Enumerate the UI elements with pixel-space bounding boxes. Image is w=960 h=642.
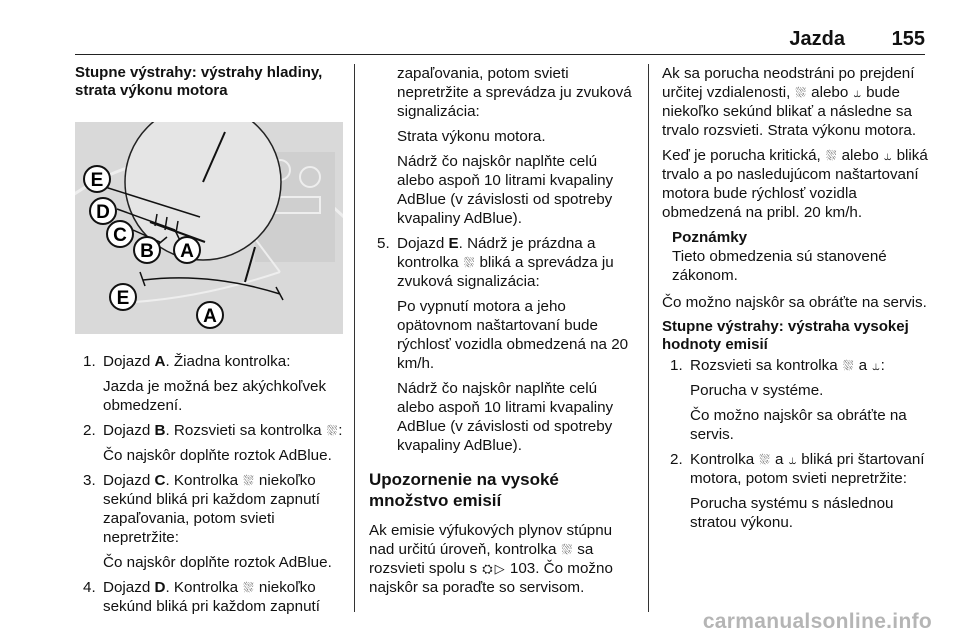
adblue-icon: ⛆ bbox=[243, 580, 254, 595]
item-desc: zapaľovania, potom svieti nepretržite a sprevádza ju zvuková signalizácia: bbox=[397, 65, 632, 120]
adblue-icon: ⛆ bbox=[842, 358, 854, 373]
adblue-icon: ⛆ bbox=[326, 423, 338, 438]
item-desc: Po vypnutí motora a jeho opätovnom naštartovaní bude rýchlosť vozidla obmedzená na 20 km/h. bbox=[397, 298, 629, 372]
column-divider bbox=[354, 64, 355, 612]
section-heading: Stupne výstrahy: výstraha vysokej hodnoty emisií bbox=[662, 318, 909, 353]
wrench-icon: ⥿ bbox=[872, 358, 880, 373]
label-c: C bbox=[113, 225, 127, 246]
column-right bbox=[662, 64, 930, 538]
item-desc: Strata výkonu motora. bbox=[397, 128, 546, 145]
engine-icon: ⛭ bbox=[482, 561, 493, 576]
label-a-bottom: A bbox=[203, 306, 217, 327]
section-heading: Upozornenie na vysoké množstvo emisií bbox=[369, 470, 559, 510]
page-header bbox=[75, 26, 925, 55]
paragraph: Ak emisie výfukových plynov stúpnu nad určitú úroveň, kontrolka ⛆ sa rozsvieti spolu s ⛭ ▷ 103. Čo možno najskôr sa poraďte so servisom. bbox=[369, 522, 613, 596]
adblue-icon: ⛆ bbox=[243, 473, 254, 488]
list-item: 1. Rozsvieti sa kontrolka ⛆ a ⥿: bbox=[670, 357, 885, 374]
adblue-icon: ⛆ bbox=[561, 542, 573, 557]
page-ref-icon: ▷ bbox=[494, 561, 505, 576]
label-a-top: A bbox=[180, 241, 194, 262]
adblue-icon: ⛆ bbox=[463, 255, 475, 270]
item-desc: Porucha systému s následnou stratou výkonu. bbox=[690, 495, 894, 531]
watermark: carmanualsonline.info bbox=[702, 610, 932, 633]
label-b: B bbox=[140, 241, 154, 262]
wrench-icon: ⥿ bbox=[884, 148, 892, 163]
gauge-illustration bbox=[75, 122, 343, 334]
item-desc: Čo najskôr doplňte roztok AdBlue. bbox=[103, 447, 332, 464]
list-item: 2. Kontrolka ⛆ a ⥿ bliká pri štartovaní motora, potom svieti nepretržite: bbox=[670, 451, 925, 487]
note-title: Poznámky bbox=[672, 229, 748, 246]
item-desc: Porucha v systéme. bbox=[690, 382, 824, 399]
item-desc: Jazda je možná bez akýchkoľvek obmedzení. bbox=[103, 378, 327, 414]
column-divider bbox=[648, 64, 649, 612]
label-e-top: E bbox=[90, 170, 104, 191]
adblue-icon: ⛆ bbox=[759, 452, 770, 467]
column-middle bbox=[369, 64, 637, 603]
paragraph: Čo možno najskôr sa obráťte na servis. bbox=[662, 294, 927, 311]
item-desc: Čo možno najskôr sa obráťte na servis. bbox=[690, 407, 907, 443]
list-item: 3. Dojazd C. Kontrolka ⛆ niekoľko sekúnd bliká pri každom zapnutí zapaľovania, potom svieti nepretržite: bbox=[83, 472, 320, 546]
note-body: Tieto obmedzenia sú stanovené zákonom. bbox=[672, 248, 887, 284]
wrench-icon: ⥿ bbox=[788, 452, 797, 467]
wrench-icon: ⥿ bbox=[853, 85, 861, 100]
section-heading: Stupne výstrahy: výstrahy hladiny, strata výkonu motora bbox=[75, 64, 323, 99]
list-item: 2. Dojazd B. Rozsvieti sa kontrolka ⛆: bbox=[83, 422, 343, 439]
list-item: 4. Dojazd D. Kontrolka ⛆ niekoľko sekúnd bliká pri každom zapnutí bbox=[83, 579, 320, 615]
list-item: 5. Dojazd E. Nádrž je prázdna a kontrolka ⛆ bliká a sprevádza ju zvuková signalizácia: bbox=[377, 235, 614, 290]
item-desc: Nádrž čo najskôr naplňte celú alebo aspoň 10 litrami kvapaliny AdBlue (v závislosti od spotreby kvapaliny AdBlue). bbox=[397, 153, 614, 227]
list-item: 1. Dojazd A. Žiadna kontrolka: bbox=[83, 353, 291, 370]
paragraph: Ak sa porucha neodstráni po prejdení určitej vzdialenosti, ⛆ alebo ⥿ bude niekoľko sekúnd blikať a následne sa trvalo rozsvieti. Strata výkonu motora. bbox=[662, 65, 917, 139]
label-e-bottom: E bbox=[116, 288, 130, 309]
paragraph: Keď je porucha kritická, ⛆ alebo ⥿ bliká trvalo a po nasledujúcom naštartovaní motora bude rýchlosť vozidla obmedzená na pribl. 20 km/h. bbox=[662, 147, 928, 221]
adblue-icon: ⛆ bbox=[825, 148, 837, 163]
item-desc: Čo najskôr doplňte roztok AdBlue. bbox=[103, 554, 332, 571]
item-desc: Nádrž čo najskôr naplňte celú alebo aspoň 10 litrami kvapaliny AdBlue (v závislosti od spotreby kvapaliny AdBlue). bbox=[397, 380, 614, 454]
page-number: 155 bbox=[891, 28, 925, 50]
gauge-figure bbox=[75, 122, 343, 334]
adblue-icon: ⛆ bbox=[795, 85, 806, 100]
label-d: D bbox=[96, 202, 110, 223]
section-title: Jazda bbox=[789, 28, 845, 50]
column-left bbox=[75, 64, 343, 622]
